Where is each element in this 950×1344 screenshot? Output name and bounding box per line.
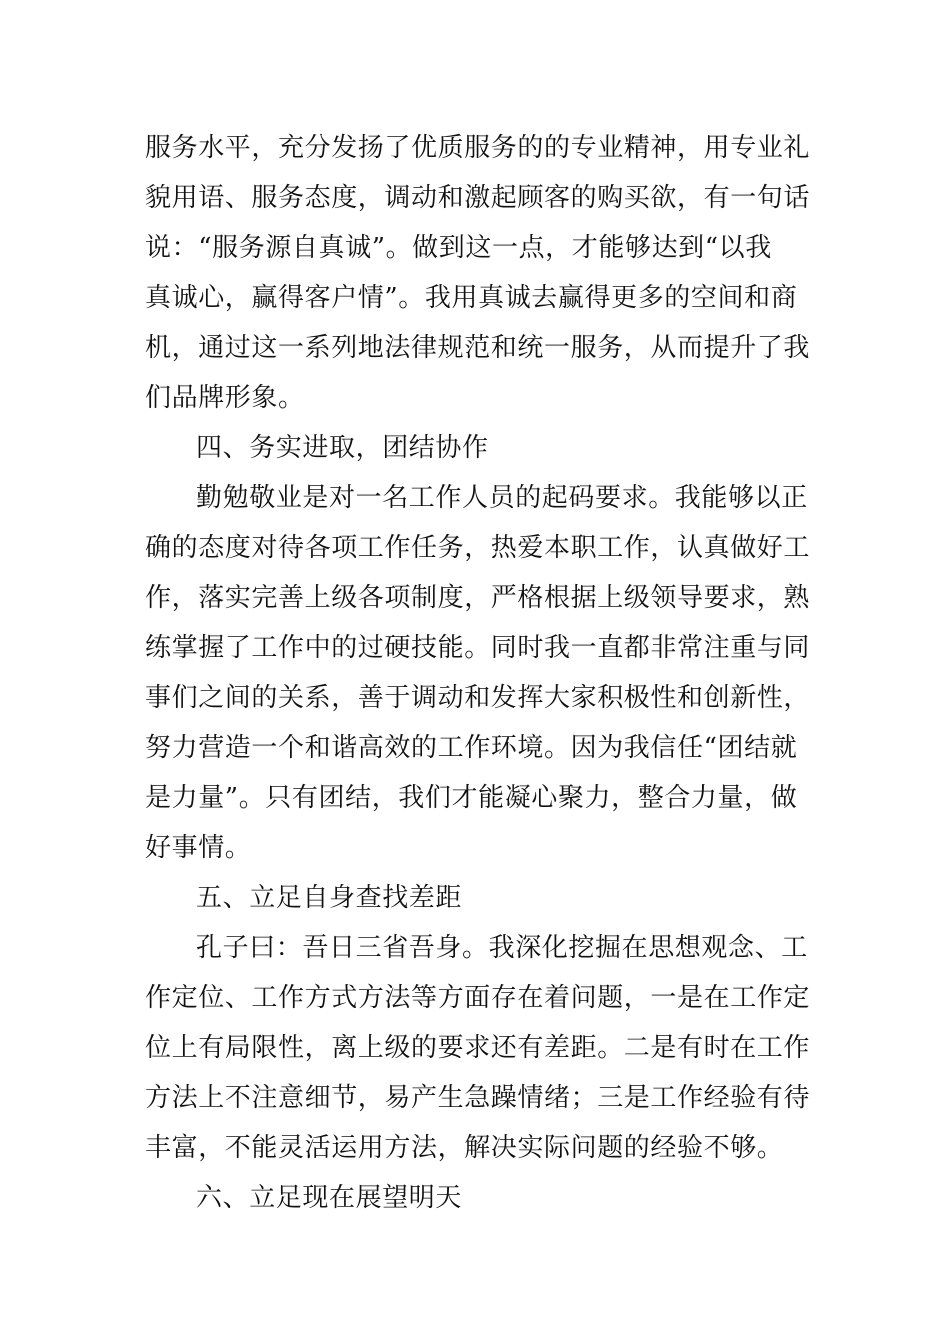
body-line: 貌用语、服务态度，调动和激起顾客的购买欲，有一句话 — [145, 183, 811, 213]
body-line: 是力量”。只有团结，我们才能凝心聚力，整合力量，做 — [145, 783, 798, 813]
body-line: 勤勉敬业是对一名工作人员的起码要求。我能够以正 — [196, 483, 808, 513]
body-line: 服务水平，充分发扬了优质服务的的专业精神，用专业礼 — [145, 133, 811, 163]
body-line: 们品牌形象。 — [145, 383, 305, 413]
body-line: 机，通过这一系列地法律规范和统一服务，从而提升了我 — [145, 333, 811, 363]
body-line: 真诚心，赢得客户情”。我用真诚去赢得更多的空间和商 — [145, 283, 798, 313]
body-line: 孔子曰：吾日三省吾身。我深化挖掘在思想观念、工 — [196, 933, 808, 963]
body-line: 练掌握了工作中的过硬技能。同时我一直都非常注重与同 — [145, 633, 811, 663]
body-line: 好事情。 — [145, 833, 252, 863]
body-line: 方法上不注意细节，易产生急躁情绪；三是工作经验有待 — [145, 1083, 811, 1113]
body-line: 努力营造一个和谐高效的工作环境。因为我信任“团结就 — [145, 733, 798, 763]
section-heading: 五、立足自身查找差距 — [196, 883, 463, 913]
section-heading: 六、立足现在展望明天 — [196, 1183, 463, 1213]
body-line: 丰富，不能灵活运用方法，解决实际问题的经验不够。 — [145, 1133, 784, 1163]
section-heading: 四、务实进取，团结协作 — [196, 433, 489, 463]
body-line: 说：“服务源自真诚”。做到这一点，才能够达到“以我 — [145, 233, 772, 263]
body-line: 作定位、工作方式方法等方面存在着问题，一是在工作定 — [145, 983, 811, 1013]
body-line: 事们之间的关系，善于调动和发挥大家积极性和创新性， — [145, 683, 811, 713]
body-line: 确的态度对待各项工作任务，热爱本职工作，认真做好工 — [145, 533, 811, 563]
body-line: 位上有局限性，离上级的要求还有差距。二是有时在工作 — [145, 1033, 811, 1063]
body-line: 作，落实完善上级各项制度，严格根据上级领导要求，熟 — [145, 583, 811, 613]
